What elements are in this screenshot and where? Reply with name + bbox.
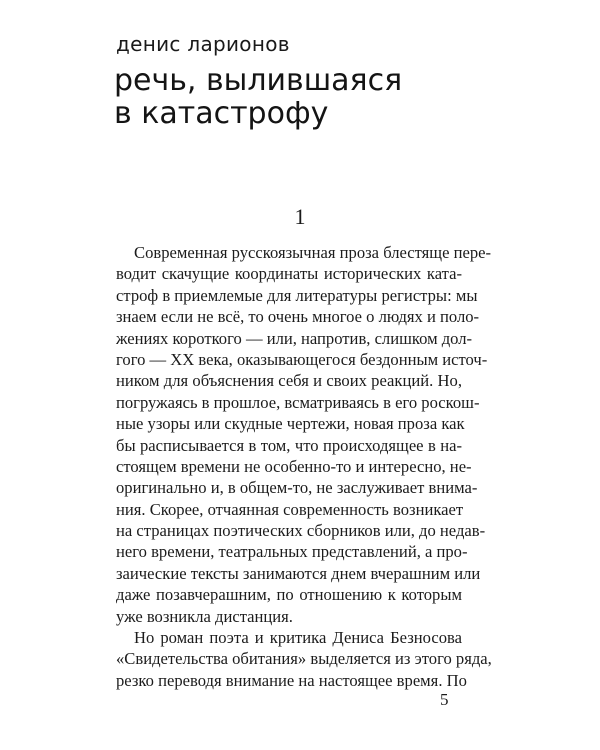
text-line: ния. Скорее, отчаянная современность возникает [116, 499, 464, 519]
text-line: ные узоры или скудные чертежи, новая проза как [116, 414, 465, 434]
text-line: строф в приемлемые для литературы регистры: мы [116, 285, 478, 305]
essay-title [114, 64, 514, 130]
title-line: в катастрофу [114, 96, 329, 131]
text-line: резко переводя внимание на настоящее время. По [116, 670, 467, 690]
text-line: стоящем времени не особенно-то и интересно, не- [116, 456, 472, 476]
text-line: бы расписывается в том, что происходящее в на- [116, 435, 462, 455]
text-line: «Свидетельства обитания» выделяется из этого ряда, [116, 649, 492, 669]
text-line: оригинально и, в общем-то, не заслуживает внима- [116, 478, 478, 498]
text-line: заические тексты занимаются днем вчерашним или [116, 563, 481, 583]
text-line: водит скачущие координаты исторических ката- [116, 264, 462, 284]
body-text [116, 242, 492, 691]
text-line: на страницах поэтических сборников или, до недав- [116, 521, 486, 541]
page-number: 5 [440, 690, 449, 709]
paragraph [116, 627, 492, 691]
section-number: 1 [294, 204, 306, 229]
text-line: Современная русскоязычная проза блестяще пере- [134, 243, 492, 262]
text-line: Но роман поэта и критика Дениса Безносова [134, 628, 462, 648]
text-line: ником для объяснения себя и своих реакций. Но, [116, 371, 462, 391]
author-name: денис ларионов [116, 32, 290, 56]
text-line: гого — XX века, оказывающегося бездонным источ- [116, 349, 488, 369]
text-line: уже возникла дистанция. [116, 606, 293, 626]
title-line: речь, вылившаяся [114, 63, 403, 98]
text-line: жениях короткого — или, напротив, слишком дол- [116, 328, 473, 348]
text-line: знаем если не всё, то очень многое о людях и поло- [116, 307, 480, 327]
text-line: погружаясь в прошлое, всматриваясь в его роскош- [116, 392, 480, 412]
text-line: даже позавчерашним, по отношению к которым [116, 585, 462, 605]
text-line: него времени, театральных представлений, а про- [116, 542, 468, 562]
paragraph [116, 242, 492, 627]
